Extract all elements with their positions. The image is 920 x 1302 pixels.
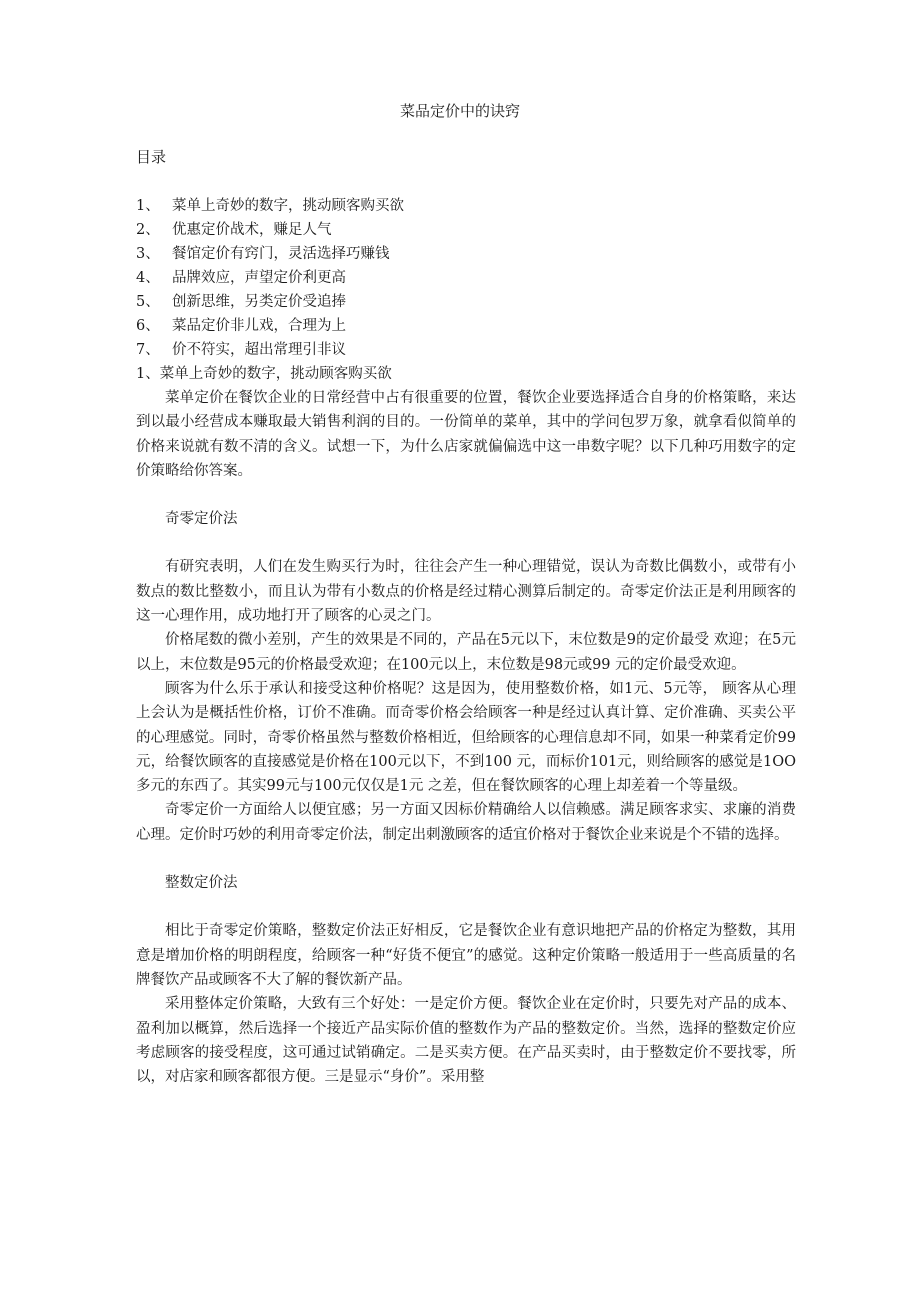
toc-item-number: 1、 — [136, 198, 160, 214]
toc-item — [136, 338, 404, 362]
toc-item-text: 优惠定价战术，赚足人气 — [172, 222, 332, 238]
toc-item-number: 2、 — [136, 222, 160, 238]
paragraph: 采用整体定价策略，大致有三个好处：一是定价方便。餐饮企业在定价时，只要先对产品的成本、盈利加以概算，然后选择一个接近产品实际价值的整数作为产品的整数定价。当然，选择的整数定价应考虑顾客的接受程度，这可通过试销确定。二是买卖方便。在产品买卖时，由于整数定价不要找零，所以，对店家和顾客都很方便。三是显示“身价”。采用整 — [136, 996, 796, 1086]
section-heading: 1、菜单上奇妙的数字，挑动顾客购买欲 — [136, 366, 392, 382]
paragraph: 奇零定价一方面给人以便宜感；另一方面又因标价精确给人以信赖感。满足顾客求实、求廉的消费心理。定价时巧妙的利用奇零定价法，制定出刺激顾客的适宜价格对于餐饮企业来说是个不错的选择。 — [136, 802, 796, 843]
toc-item-number: 7、 — [136, 342, 160, 358]
toc-item — [136, 314, 404, 338]
toc-item-text: 价不符实，超出常理引非议 — [172, 342, 346, 358]
paragraph: 顾客为什么乐于承认和接受这种价格呢？这是因为，使用整数价格，如1元、5元等， 顾客从心理上会认为是概括性价格，订价不准确。而奇零价格会给顾客一种是经过认真计算、定价准确、买卖公平的心理感觉。同时，奇零价格虽然与整数价格相近，但给顾客的心理信息却不同，如果一种菜肴定价99元，给餐饮顾客的直接感觉是价格在100元以下，不到100 元，而标价101元，则给顾客的感觉是1OO多元的东西了。其实99元与100元仅仅是1元 之差，但在餐饮顾客的心理上却差着一个等量级。 — [136, 680, 796, 795]
paragraph: 价格尾数的微小差别，产生的效果是不同的，产品在5元以下，末位数是9的定价最受 欢迎；在5元以上，末位数是95元的价格最受欢迎；在100元以上，末位数是98元或99 元的定价最受欢迎。 — [136, 632, 796, 673]
paragraph: 相比于奇零定价策略，整数定价法正好相反，它是餐饮企业有意识地把产品的价格定为整数，其用意是增加价格的明朗程度，给顾客一种“好货不便宜”的感觉。这种定价策略一般适用于一些高质量的名牌餐饮产品或顾客不大了解的餐饮新产品。 — [136, 923, 796, 988]
document-title: 菜品定价中的诀窍 — [399, 102, 520, 120]
subheading-integer-pricing: 整数定价法 — [165, 875, 238, 892]
toc-heading: 目录 — [136, 148, 167, 166]
toc-item-text: 菜单上奇妙的数字，挑动顾客购买欲 — [172, 198, 404, 214]
toc-item — [136, 266, 404, 290]
toc-item-number: 3、 — [136, 246, 160, 262]
paragraph-intro: 菜单定价在餐饮企业的日常经营中占有很重要的位置，餐饮企业要选择适合自身的价格策略，来达到以最小经营成本赚取最大销售利润的目的。一份简单的菜单，其中的学问包罗万象，就拿看似简单的价格来说就有数不清的含义。试想一下，为什么店家就偏偏选中这一串数字呢？以下几种巧用数字的定价策略给你答案。 — [136, 390, 796, 479]
toc-item-text: 菜品定价非儿戏，合理为上 — [172, 318, 346, 334]
toc-item — [136, 218, 404, 242]
toc-item-number: 4、 — [136, 270, 160, 286]
toc-item — [136, 290, 404, 314]
toc-item-text: 创新思维，另类定价受追捧 — [172, 294, 346, 310]
document-body — [136, 386, 796, 1089]
toc-item-text: 餐馆定价有窍门，灵活选择巧赚钱 — [172, 246, 390, 262]
toc-item — [136, 242, 404, 266]
table-of-contents — [136, 194, 404, 362]
subheading-odd-pricing: 奇零定价法 — [165, 511, 238, 528]
toc-item — [136, 194, 404, 218]
toc-item-text: 品牌效应，声望定价利更高 — [172, 270, 346, 286]
toc-item-number: 6、 — [136, 318, 160, 334]
paragraph: 有研究表明，人们在发生购买行为时，往往会产生一种心理错觉，误认为奇数比偶数小，或带有小数点的数比整数小，而且认为带有小数点的价格是经过精心测算后制定的。奇零定价法正是利用顾客的这一心理作用，成功地打开了顾客的心灵之门。 — [136, 559, 796, 625]
toc-item-number: 5、 — [136, 294, 160, 310]
